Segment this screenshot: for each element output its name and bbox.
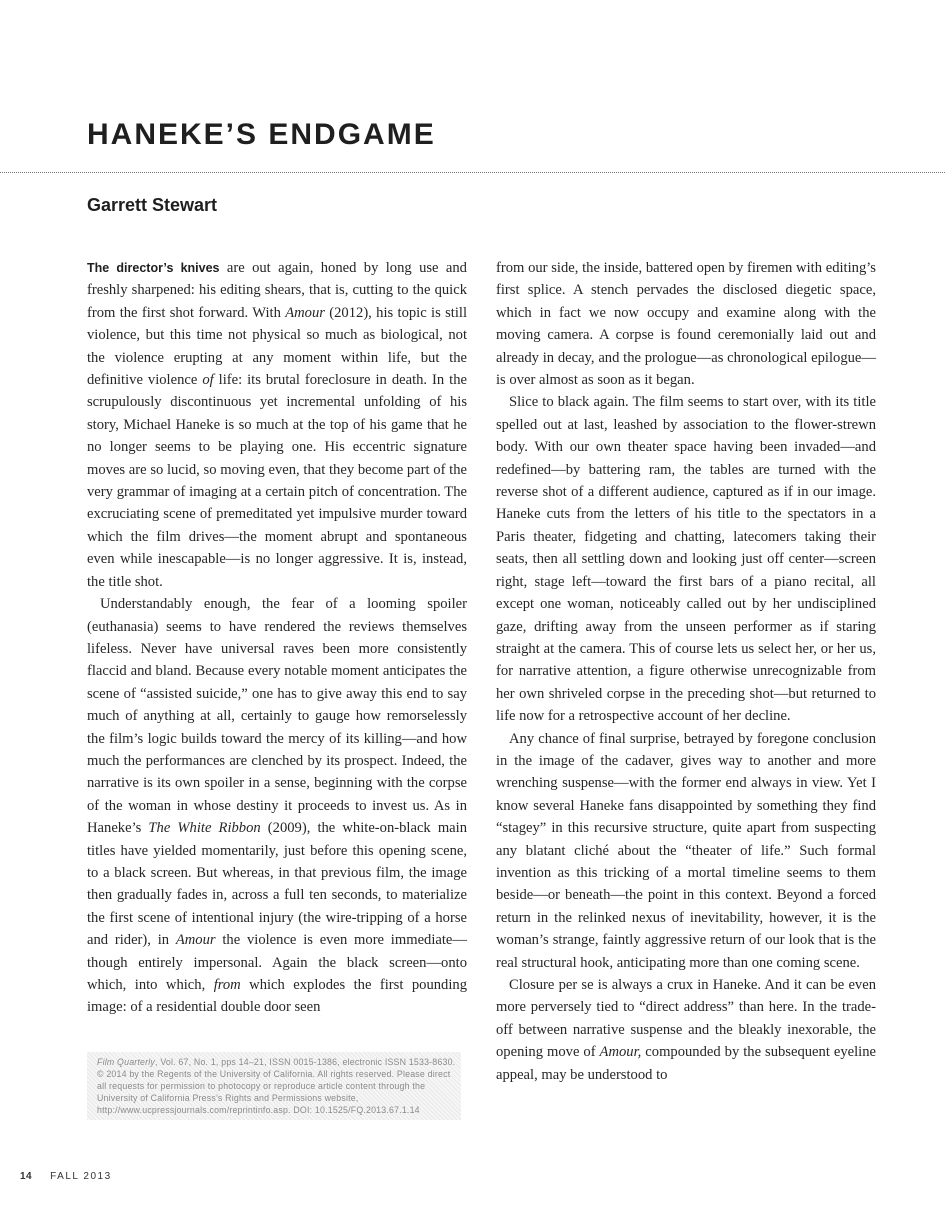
film-title: The White Ribbon	[148, 820, 261, 837]
paragraph: from our side, the inside, battered open by firemen with editing’s first splice. A stench pervades the disclosed diegetic space, which in fact we now occupy and examine along with the moving camera. A corpse is found ceremonially laid out and already in decay, and the prologue—as chronological epilogue—is over almost as soon as it began.	[496, 260, 876, 389]
paragraph: Slice to black again. The film seems to start over, with its title spelled out at last, leashed by association to the flower-strewn body. With our own theater space having been invaded—and redefined—by battering ram, the tables are turned with the reverse shot of a different audience, captured as if in our image. Haneke cuts from the letters of his title to the spectators in a Paris theater, fidgeting and chatting, latecomers taking their seats, then all settling down and looking just off center—screen right, stage left—toward the first bars of a piano recital, all except one woman, noticeably called out by her undisciplined gaze, drifting away from the unseen performer as if staring straight at the camera. This of course lets us select her, or her us, for narrative attention, a figure otherwise unrecognizable from her own shriveled corpse in the preceding shot—but returned to life now for a retrospective account of her decline.	[496, 394, 876, 725]
page-number: 14	[20, 1171, 33, 1182]
paragraph: Any chance of final surprise, betrayed by foregone conclusion in the image of the cadaver, gives way to another and more wrenching suspense—with the former end always in view. Yet I know several Haneke fans disappointed by something they find “stagey” in this recursive structure, quite apart from suspecting any blatant cliché about the “theater of life.” Such formal invention as this tricking of a mortal timeline seems to them beside—or beneath—the point in this context. Beyond a forced return in the relinked nexus of inevitability, however, it is the woman’s strange, faintly aggressive return of our look that is the real structural hook, anticipating more than one coming scene.	[496, 730, 876, 971]
paragraph: The director’s knives are out again, honed by long use and freshly sharpened: his editing shears, that is, cutting to the quick from the first shot forward. With Amour (2012), his topic is still violence, but this time not physical so much as biological, not the violence erupting at any moment within life, but the definitive violence of life: its brutal foreclosure in death. In the scrupulously discontinuous yet incremental unfolding of his story, Michael Haneke is so much at the top of his game that he no longer seems to be playing one. His eccentric signature moves are so lucid, so moving even, that they become part of the very grammar of imaging at a certain pitch of concentration. The excruciating scene of premeditated yet impulsive murder toward which the film drives—the moment abrupt and spontaneous even while inescapable—is no longer aggressive. It is, instead, the title shot.	[87, 260, 468, 590]
title-divider	[0, 172, 945, 173]
film-title: Amour	[285, 304, 325, 321]
left-column	[87, 257, 467, 1019]
copyright-notice: Film Quarterly, Vol. 67, No. 1, pps 14–21, ISSN 0015-1386, electronic ISSN 1533-8630. © 2014 by the Regents of the University of California. All rights reserved. Please direct all requests for permission to photocopy or reproduce article content through the University of California Press’s Rights and Permissions website, http://www.ucpressjournals.com/reprintinfo.asp. DOI: 10.1525/FQ.2013.67.1.14	[87, 1052, 461, 1120]
lead-in: The director’s knives	[87, 261, 220, 275]
film-title: Amour,	[599, 1044, 642, 1061]
film-title: Amour	[175, 932, 216, 949]
issue-label: FALL 2013	[50, 1171, 112, 1182]
journal-name: Film Quarterly	[97, 1057, 156, 1067]
paragraph: Understandably enough, the fear of a looming spoiler (euthanasia) seems to have rendered the reviews themselves lifeless. Never have universal raves been more consistently flaccid and bland. Because every notable moment anticipates the scene of “assisted suicide,” one has to give away this end to say much of anything at all, certainly to gauge how remorselessly the film’s logic builds toward the mercy of its killing—and how much the performances are clenched by its prospect. Indeed, the narrative is its own spoiler in a sense, beginning with the corpse of the woman in whose destiny it proceeds to invest us. As in Haneke’s The White Ribbon (2009), the white-on-black main titles have yielded momentarily, just before this opening scene, to a black screen. But whereas, in that previous film, the image then gradually fades in, across a full ten seconds, to materialize the first scene of intentional injury (the wire-tripping of a horse and rider), in Amour the violence is even more immediate—though entirely impersonal. Again the black screen—onto which, into which, from which explodes the first pounding image: of a residential double door seen	[87, 596, 468, 1016]
article-title: HANEKE’S ENDGAME	[87, 118, 436, 151]
author-name: Garrett Stewart	[87, 195, 218, 215]
right-column	[496, 257, 876, 1086]
page-footer	[20, 1171, 112, 1182]
paragraph: Closure per se is always a crux in Haneke. And it can be even more perversely tied to “direct address” than here. In the trade-off between narrative suspense and the bleakly inexorable, the opening move of Amour, compounded by the subsequent eyeline appeal, may be understood to	[496, 977, 876, 1083]
